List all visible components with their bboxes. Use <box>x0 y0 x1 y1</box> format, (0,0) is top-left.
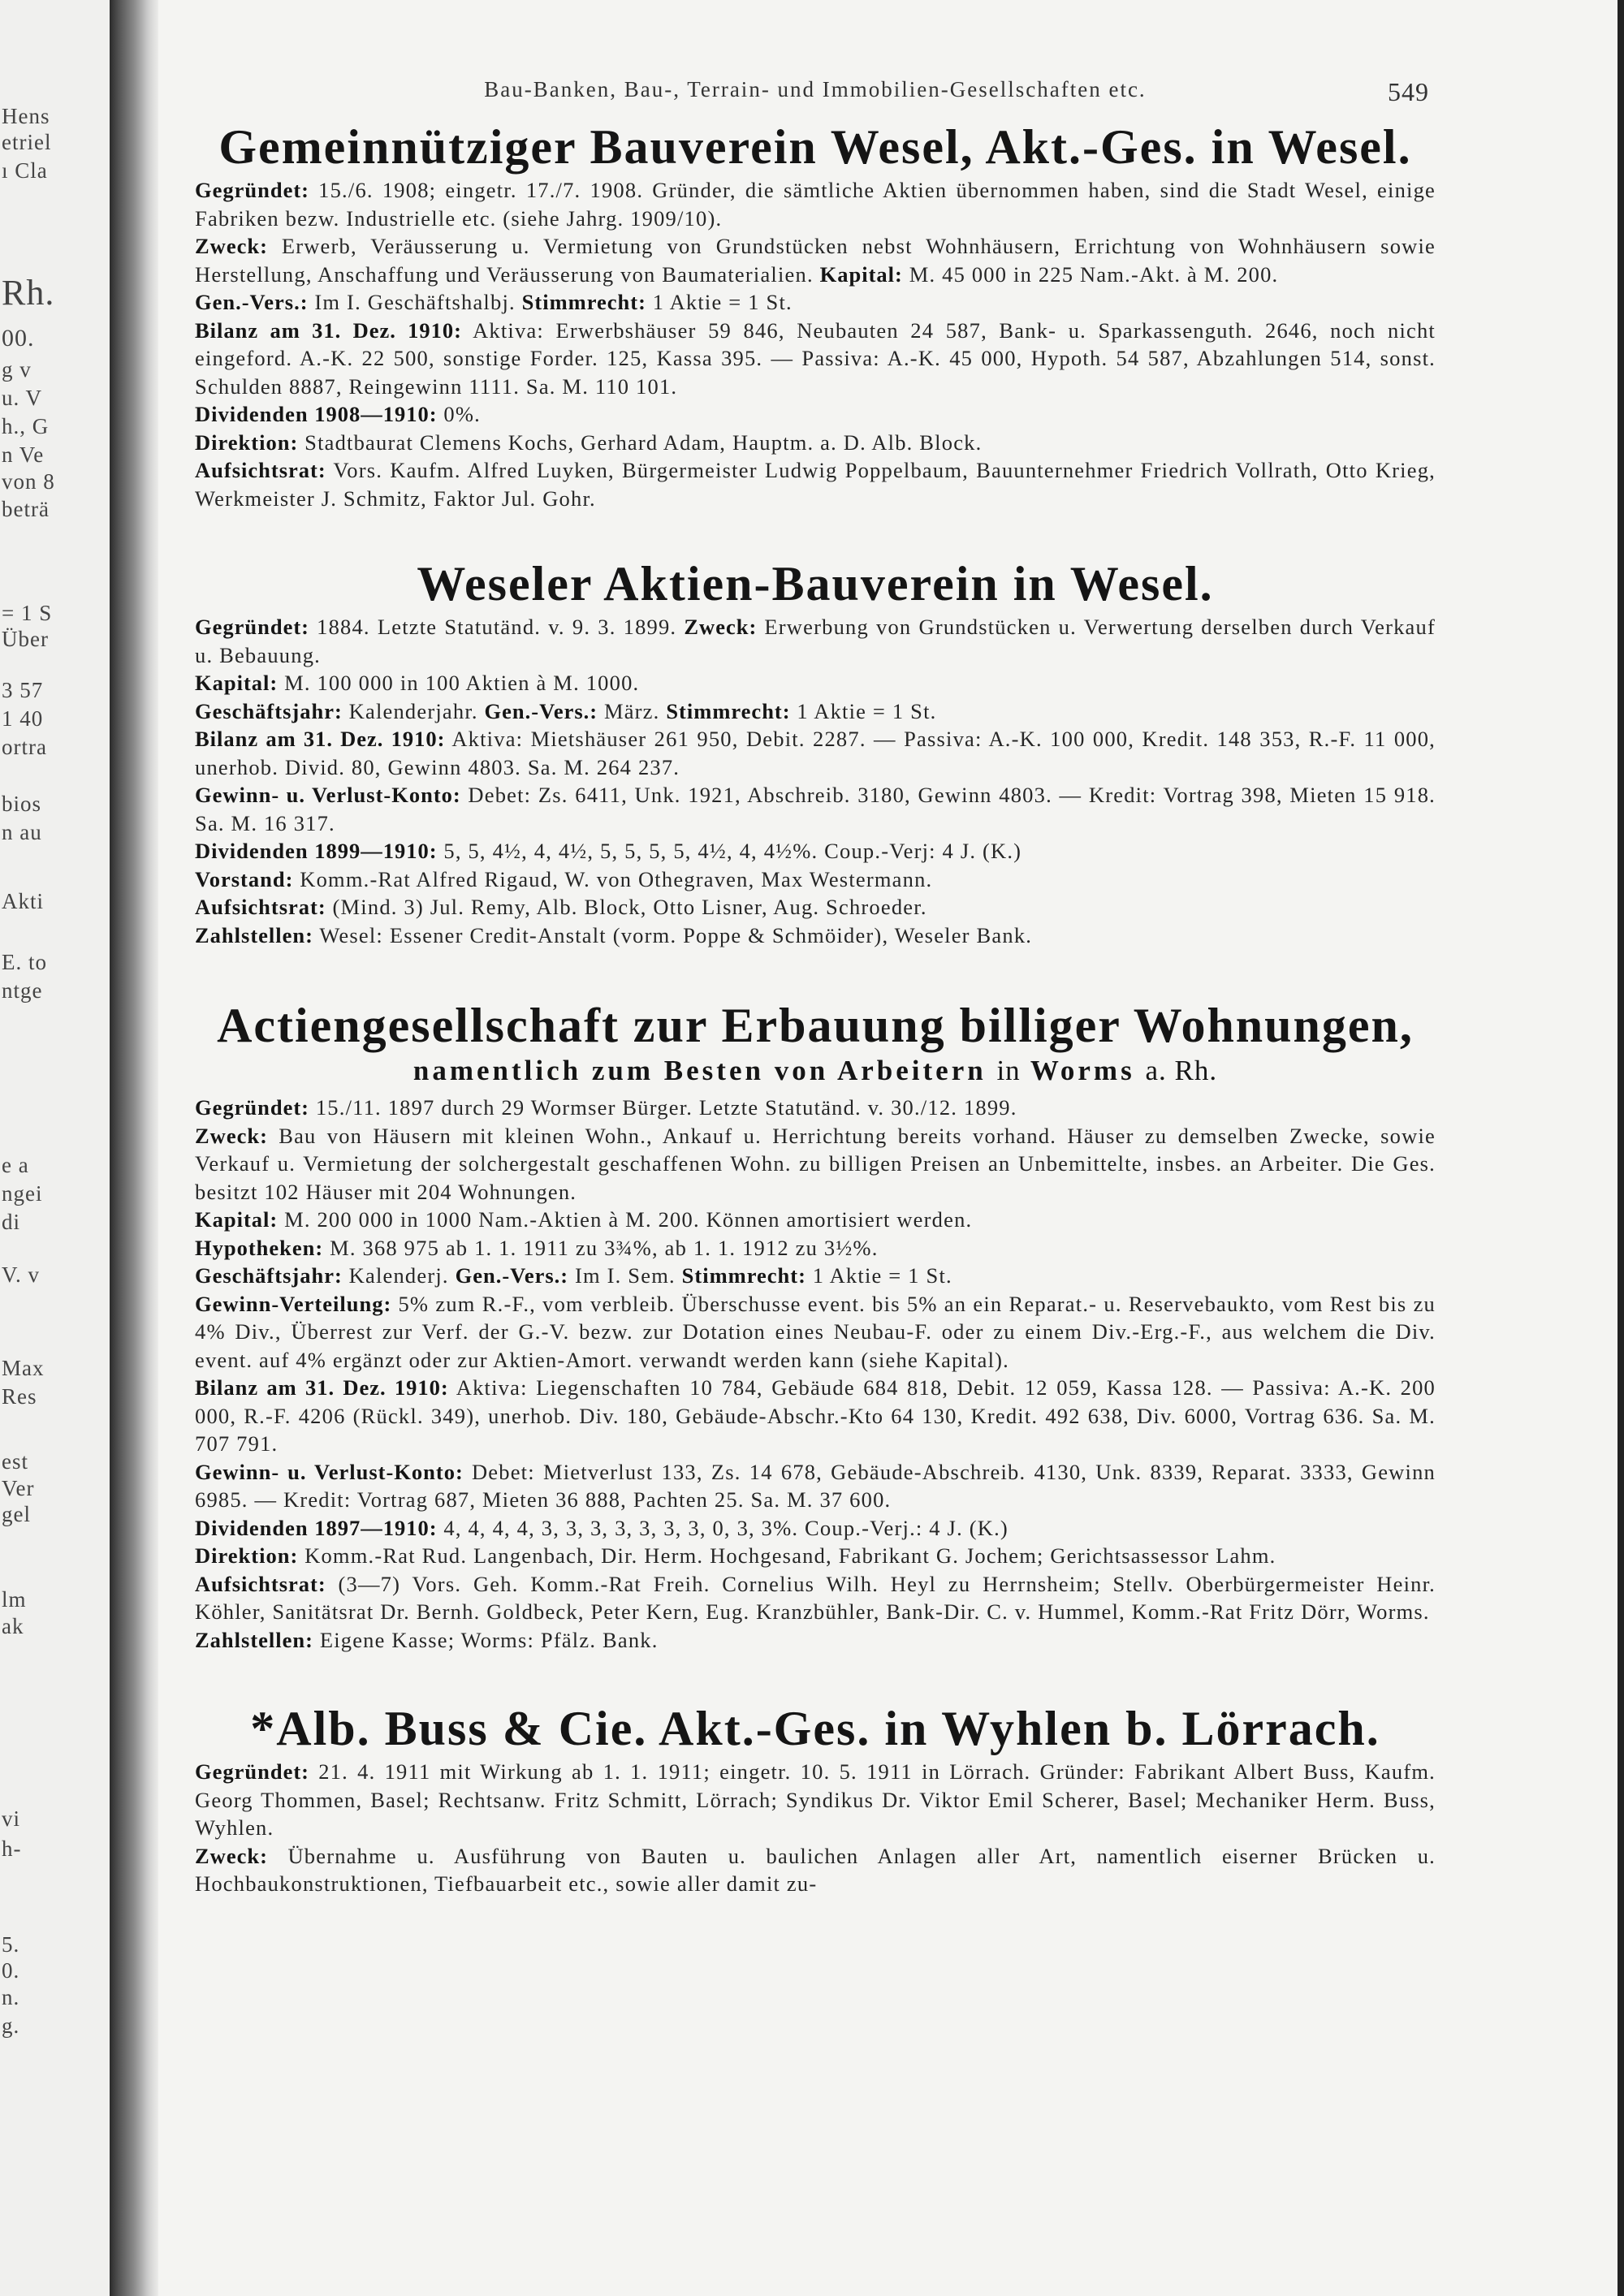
adjacent-page-text-fragment: vi <box>2 1806 21 1831</box>
adjacent-page-text-fragment: 0. <box>2 1958 20 1983</box>
field-label: Gegründet: <box>195 178 310 202</box>
field-label: Geschäftsjahr: <box>195 1263 343 1288</box>
field-text: Aktiva: Erwerbshäuser 59 846, Neubauten 24 587, Bank- u. Sparkassenguth. 2646, noch nicht eingeford. A.-K. 22 500, sonstige Forder. 125, Kassa 395. — Passiva: A.-K. 45 000, Hypoth. 54 587, Abzahlungen 514, sonst. Schulden 8887, Reingewinn 1111. Sa. M. 110 101. <box>195 317 1436 399</box>
field-text: 1884. Letzte Statutänd. v. 9. 3. 1899. <box>317 615 677 639</box>
adjacent-page-text-fragment: ntge <box>2 978 43 1003</box>
entry-paragraph <box>195 837 1436 865</box>
book-page <box>195 77 1436 1898</box>
company-entry <box>195 118 1436 512</box>
adjacent-page-margin <box>0 0 110 2296</box>
entry-paragraph <box>195 1758 1436 1842</box>
field-text: Stadtbaurat Clemens Kochs, Gerhard Adam, Hauptm. a. D. Alb. Block. <box>304 429 983 455</box>
field-text: M. 200 000 in 1000 Nam.-Aktien à M. 200. Können amortisiert werden. <box>284 1207 973 1232</box>
entry-paragraph <box>195 1842 1436 1898</box>
field-label: Kapital: <box>195 671 279 695</box>
field-text: Debet: Mietverlust 133, Zs. 14 678, Gebäude-Abschreib. 4130, Unk. 8339, Reparat. 3333, Gewinn 6985. — Kredit: Vortrag 687, Mieten 36 888, Pachten 25. Sa. M. 37 600. <box>195 1459 1436 1512</box>
field-text: Eigene Kasse; Worms: Pfälz. Bank. <box>319 1627 659 1652</box>
entry-paragraph <box>195 1374 1436 1458</box>
entry-title: Actiengesellschaft zur Erbauung billiger Wohnungen, <box>217 999 1414 1052</box>
subtitle-part: namentlich zum Besten von Arbeitern <box>412 1055 987 1086</box>
company-entry <box>195 996 1436 1654</box>
field-label: Stimmrecht: <box>666 698 791 723</box>
adjacent-page-text-fragment: 00. <box>2 325 35 352</box>
field-label: Zweck: <box>195 1123 268 1148</box>
field-label: Stimmrecht: <box>681 1263 806 1288</box>
adjacent-page-text-fragment: von 8 <box>2 469 55 494</box>
adjacent-page-text-fragment: Akti <box>2 889 45 913</box>
adjacent-page-text-fragment: g. <box>2 2013 20 2038</box>
field-text: 21. 4. 1911 mit Wirkung ab 1. 1. 1911; eingetr. 10. 5. 1911 in Lörrach. Gründer: Fabrikant Albert Buss, Kaufm. Georg Thommen, Basel; Rechtsanw. Fritz Schmitt, Lörrach; Syndikus Dr. Viktor Emil Scherer, Basel; Mechaniker Herm. Buss, Wyhlen. <box>195 1759 1436 1840</box>
entry-paragraph <box>195 288 1436 317</box>
entry-paragraph <box>195 781 1436 837</box>
entry-paragraph <box>195 429 1436 457</box>
field-label: Aufsichtsrat: <box>195 458 326 482</box>
adjacent-page-text-fragment: E. to <box>2 950 47 974</box>
adjacent-page-text-fragment: n. <box>2 1985 20 2009</box>
company-entry <box>195 1699 1436 1898</box>
adjacent-page-text-fragment: est <box>2 1449 28 1474</box>
field-label: Dividenden 1897—1910: <box>195 1515 438 1540</box>
entry-paragraph <box>195 1542 1436 1570</box>
field-label: Kapital: <box>195 1207 279 1232</box>
entry-paragraph <box>195 176 1436 232</box>
entry-paragraph <box>195 1122 1436 1206</box>
entry-paragraph <box>195 456 1436 512</box>
field-label: Bilanz am 31. Dez. 1910: <box>195 1375 449 1400</box>
field-text: 15./6. 1908; eingetr. 17./7. 1908. Gründer, die sämtliche Aktien übernommen haben, sind die Stadt Wesel, einige Fabriken bezw. Industrielle etc. (siehe Jahrg. 1909/10). <box>195 178 1436 231</box>
entry-paragraph <box>195 893 1436 921</box>
running-head-title: Bau-Banken, Bau-, Terrain- und Immobilien-Gesellschaften etc. <box>484 77 1147 101</box>
field-label: Vorstand: <box>195 866 294 891</box>
field-label: Dividenden 1899—1910: <box>195 839 438 863</box>
entry-paragraph <box>195 1234 1436 1262</box>
adjacent-page-text-fragment: h- <box>2 1836 22 1861</box>
field-text: Aktiva: Liegenschaften 10 784, Gebäude 684 818, Debit. 12 059, Kassa 128. — Passiva: A.-K. 200 000, R.-F. 4206 (Rückl. 349), unerhob. Div. 180, Gebäude-Abschr.-Kto 64 130, Kredit. 492 638, Div. 6000, Vortrag 636. Sa. M. 707 791. <box>195 1375 1436 1456</box>
field-label: Hypotheken: <box>195 1235 324 1260</box>
entry-paragraph <box>195 317 1436 401</box>
field-text: M. 368 975 ab 1. 1. 1911 zu 3¾%, ab 1. 1. 1912 zu 3½%. <box>330 1235 879 1260</box>
adjacent-page-text-fragment: ngei <box>2 1181 43 1206</box>
field-text: (3—7) Vors. Geh. Komm.-Rat Freih. Cornelius Wilh. Heyl zu Herrnsheim; Stellv. Oberbürgermeister Heinr. Köhler, Sanitätsrat Dr. Bernh. Goldbeck, Peter Kern, Eug. Kranzbühler, Bank-Dir. C. v. Hummel, Komm.-Rat Fritz Dörr, Worms. <box>195 1571 1436 1624</box>
page-edge <box>1618 0 1624 2296</box>
entry-title: Gemeinnütziger Bauverein Wesel, Akt.-Ges. in Wesel. <box>218 120 1412 174</box>
entry-title: *Alb. Buss & Cie. Akt.-Ges. in Wyhlen b. Lörrach. <box>250 1702 1380 1755</box>
subtitle-part: Worms <box>1030 1055 1135 1086</box>
adjacent-page-text-fragment: ortra <box>2 735 47 759</box>
entry-paragraph <box>195 865 1436 894</box>
field-text: 1 Aktie = 1 St. <box>797 698 937 723</box>
adjacent-page-text-fragment: 5. <box>2 1932 20 1957</box>
field-text: Bau von Häusern mit kleinen Wohn., Ankauf u. Herrichtung bereits vorhand. Häuser zu demselben Zwecke, sowie Verkauf u. Vermietung der solchergestalt geschaffenen Wohn. zu billigen Preisen an Unbemittelte, insbes. an Arbeiter. Die Ges. besitzt 102 Häuser mit 204 Wohnungen. <box>195 1123 1436 1204</box>
field-text: März. <box>603 698 660 723</box>
adjacent-page-text-fragment: beträ <box>2 497 50 521</box>
field-text: M. 45 000 in 225 Nam.-Akt. à M. 200. <box>909 261 1279 287</box>
field-label: Gegründet: <box>195 615 310 639</box>
adjacent-page-text-fragment: V. v <box>2 1262 41 1287</box>
field-text: 5, 5, 4½, 4, 4½, 5, 5, 5, 5, 4½, 4, 4½%. Coup.-Verj: 4 J. (K.) <box>443 839 1022 863</box>
entry-paragraph <box>195 1626 1436 1655</box>
entry-title: Weseler Aktien-Bauverein in Wesel. <box>417 557 1214 611</box>
field-label: Geschäftsjahr: <box>195 698 343 723</box>
entry-paragraph <box>195 232 1436 288</box>
field-label: Direktion: <box>195 429 299 455</box>
running-head <box>195 77 1436 118</box>
field-text: 4, 4, 4, 4, 3, 3, 3, 3, 3, 3, 3, 0, 3, 3%. Coup.-Verj.: 4 J. (K.) <box>443 1515 1009 1540</box>
field-text: 1 Aktie = 1 St. <box>812 1263 952 1288</box>
company-entry <box>195 555 1436 949</box>
field-text: Kalenderj. <box>348 1263 449 1288</box>
entry-paragraph <box>195 400 1436 429</box>
adjacent-page-text-fragment: di <box>2 1210 21 1234</box>
field-label: Zweck: <box>684 615 758 639</box>
entry-paragraph <box>195 1206 1436 1234</box>
field-text: Wesel: Essener Credit-Anstalt (vorm. Poppe & Schmöider), Weseler Bank. <box>319 922 1033 947</box>
field-label: Gewinn-Verteilung: <box>195 1291 392 1316</box>
field-text: Erwerb, Veräusserung u. Vermietung von Grundstücken nebst Wohnhäusern, Errichtung von Wohnhäusern sowie Herstellung, Anschaffung und Veräusserung von Baumaterialien. <box>195 234 1436 287</box>
field-label: Stimmrecht: <box>521 290 646 314</box>
field-label: Zweck: <box>195 1843 268 1868</box>
entry-paragraph <box>195 613 1436 669</box>
entry-paragraph <box>195 921 1436 950</box>
adjacent-page-text-fragment: 3 57 <box>2 678 44 702</box>
subtitle-part: in <box>996 1055 1021 1086</box>
field-text: Komm.-Rat Alfred Rigaud, W. von Othegraven, Max Westermann. <box>300 866 933 891</box>
adjacent-page-text-fragment: 1 40 <box>2 706 44 731</box>
field-label: Gen.-Vers.: <box>195 290 309 314</box>
field-text: 5% zum R.-F., vom verbleib. Überschusse event. bis 5% an ein Reparat.- u. Reservebaukto, vom Rest bis zu 4% Div., Überrest zur Verf. der G.-V. bezw. zur Dotation eines Neubau-F. oder zu einem Div.-Erg.-F., aus welchem die Div. event. auf 4% ergänzt oder zur Aktien-Amort. verwandt werden kann (siehe Kapital). <box>195 1291 1436 1372</box>
field-text: Kalenderjahr. <box>348 698 478 723</box>
adjacent-page-text-fragment: Ver <box>2 1476 35 1500</box>
field-text: Übernahme u. Ausführung von Bauten u. baulichen Anlagen aller Art, namentlich eiserner Brücken u. Hochbaukonstruktionen, Tiefbauarbeit etc., sowie aller damit zu- <box>195 1843 1436 1896</box>
subtitle-part: a. Rh. <box>1145 1055 1218 1086</box>
field-label: Gegründet: <box>195 1759 310 1784</box>
field-text: Im I. Geschäftshalbj. <box>314 290 516 314</box>
adjacent-page-text-fragment: Über <box>2 627 49 651</box>
field-label: Zweck: <box>195 234 268 258</box>
field-label: Zahlstellen: <box>195 922 313 947</box>
adjacent-page-text-fragment: ak <box>2 1614 24 1638</box>
adjacent-page-text-fragment: Res <box>2 1384 37 1409</box>
field-label: Direktion: <box>195 1543 299 1568</box>
adjacent-page-text-fragment: Hens <box>2 104 50 128</box>
adjacent-page-text-fragment: Max <box>2 1356 45 1380</box>
adjacent-page-text-fragment: Rh. <box>2 273 55 313</box>
field-label: Gewinn- u. Verlust-Konto: <box>195 783 461 807</box>
field-label: Gen.-Vers.: <box>455 1263 569 1288</box>
field-label: Gen.-Vers.: <box>484 698 598 723</box>
adjacent-page-text-fragment: h., G <box>2 414 50 438</box>
entry-paragraph <box>195 1458 1436 1514</box>
field-text: M. 100 000 in 100 Aktien à M. 1000. <box>284 671 640 695</box>
field-label: Aufsichtsrat: <box>195 1571 326 1596</box>
field-text: (Mind. 3) Jul. Remy, Alb. Block, Otto Lisner, Aug. Schroeder. <box>332 895 927 919</box>
entry-paragraph <box>195 1094 1436 1122</box>
field-label: Aufsichtsrat: <box>195 895 326 919</box>
field-label: Gewinn- u. Verlust-Konto: <box>195 1459 464 1484</box>
adjacent-page-text-fragment: e a <box>2 1153 29 1177</box>
book-gutter <box>110 0 158 2296</box>
adjacent-page-text-fragment: = 1 S <box>2 601 53 625</box>
field-text: 1 Aktie = 1 St. <box>652 290 793 314</box>
adjacent-page-text-fragment: u. V <box>2 386 43 410</box>
adjacent-page-text-fragment: bios <box>2 792 42 816</box>
field-label: Bilanz am 31. Dez. 1910: <box>195 317 463 343</box>
field-text: Aktiva: Mietshäuser 261 950, Debit. 2287. — Passiva: A.-K. 100 000, Kredit. 148 353, R.-F. 11 000, unerhob. Divid. 80, Gewinn 4803. Sa. M. 264 237. <box>195 727 1436 779</box>
entry-paragraph <box>195 1570 1436 1626</box>
adjacent-page-text-fragment: etriel <box>2 130 52 154</box>
adjacent-page-text-fragment: lm <box>2 1587 27 1612</box>
field-text: Komm.-Rat Rud. Langenbach, Dir. Herm. Hochgesand, Fabrikant G. Jochem; Gerichtsassessor Lahm. <box>304 1543 1276 1568</box>
entry-paragraph <box>195 1290 1436 1375</box>
field-label: Zahlstellen: <box>195 1627 313 1652</box>
entry-paragraph <box>195 725 1436 781</box>
adjacent-page-text-fragment: gel <box>2 1502 31 1526</box>
field-text: Vors. Kaufm. Alfred Luyken, Bürgermeister Ludwig Poppelbaum, Bauunternehmer Friedrich Vollrath, Otto Krieg, Werkmeister J. Schmitz, Faktor Jul. Gohr. <box>195 458 1436 511</box>
field-text: 0%. <box>443 402 481 426</box>
adjacent-page-text-fragment: g v <box>2 357 32 382</box>
field-text: Im I. Sem. <box>574 1263 676 1288</box>
field-label: Dividenden 1908—1910: <box>195 402 438 426</box>
field-text: Debet: Zs. 6411, Unk. 1921, Abschreib. 3180, Gewinn 4803. — Kredit: Vortrag 398, Mieten 15 918. Sa. M. 16 317. <box>195 783 1436 835</box>
page-number: 549 <box>1388 77 1429 106</box>
entry-paragraph <box>195 697 1436 726</box>
field-text: Erwerbung von Grundstücken u. Verwertung derselben durch Verkauf u. Bebauung. <box>195 615 1436 667</box>
entry-paragraph <box>195 669 1436 697</box>
field-text: 15./11. 1897 durch 29 Wormser Bürger. Letzte Statutänd. v. 30./12. 1899. <box>315 1095 1017 1120</box>
entry-subtitle <box>195 1055 1436 1087</box>
entry-paragraph <box>195 1514 1436 1543</box>
adjacent-page-text-fragment: n au <box>2 820 42 844</box>
field-label: Gegründet: <box>195 1095 310 1120</box>
entry-paragraph <box>195 1262 1436 1290</box>
adjacent-page-text-fragment: n Ve <box>2 442 45 467</box>
field-label: Kapital: <box>819 261 903 287</box>
field-label: Bilanz am 31. Dez. 1910: <box>195 727 446 751</box>
adjacent-page-text-fragment: ı Cla <box>2 158 48 183</box>
